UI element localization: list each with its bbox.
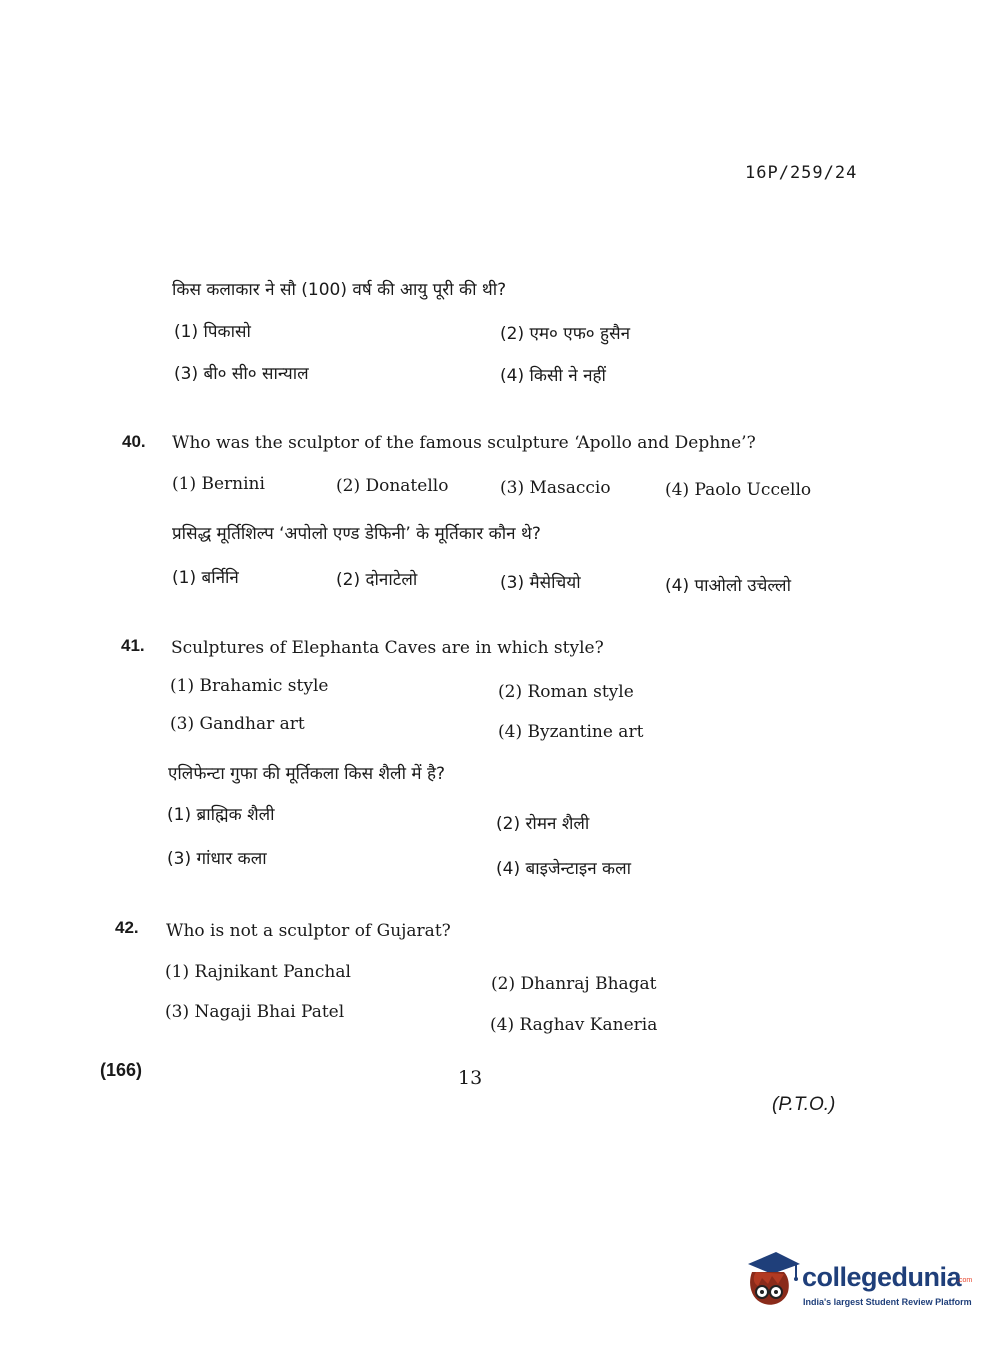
q41-option-1-english: (1) Brahamic style <box>170 676 329 696</box>
brand-tagline: India's largest Student Review Platform <box>803 1297 972 1307</box>
set-code: (166) <box>100 1060 143 1080</box>
q41-text-english: Sculptures of Elephanta Caves are in which style? <box>171 638 604 658</box>
q40-option-3-hindi: (3) मैसेचियो <box>500 573 581 593</box>
q41-option-4-english: (4) Byzantine art <box>498 722 644 742</box>
q40-option-1-hindi: (1) बर्निनि <box>172 568 239 588</box>
q40-option-2-english: (2) Donatello <box>336 476 449 496</box>
q41-option-3-hindi: (3) गांधार कला <box>167 849 267 869</box>
q39-option-3-hindi: (3) बी० सी० सान्याल <box>174 364 309 384</box>
collegedunia-mascot-icon <box>742 1248 802 1310</box>
q42-number: 42. <box>115 918 139 937</box>
paper-code: 16P/259/24 <box>745 163 858 183</box>
q40-text-hindi: प्रसिद्ध मूर्तिशिल्प ‘अपोलो एण्ड डेफिनी’ के मूर्तिकार कौन थे? <box>172 524 541 544</box>
q42-option-2-english: (2) Dhanraj Bhagat <box>491 974 657 994</box>
q41-option-4-hindi: (4) बाइजेन्टाइन कला <box>496 859 632 879</box>
q39-option-1-hindi: (1) पिकासो <box>174 322 251 342</box>
q40-option-2-hindi: (2) दोनाटेलो <box>336 570 418 590</box>
page-number: 13 <box>458 1067 483 1089</box>
q40-option-4-hindi: (4) पाओलो उचेल्लो <box>665 576 791 596</box>
q40-number: 40. <box>122 432 146 451</box>
brand-logo-text: collegedunia <box>802 1262 962 1292</box>
q39-option-2-hindi: (2) एम० एफ० हुसैन <box>500 324 631 344</box>
q39-option-4-hindi: (4) किसी ने नहीं <box>500 366 606 386</box>
q41-number: 41. <box>121 636 145 655</box>
q41-option-2-hindi: (2) रोमन शैली <box>496 814 590 834</box>
q40-option-3-english: (3) Masaccio <box>500 478 611 498</box>
q41-text-hindi: एलिफेन्टा गुफा की मूर्तिकला किस शैली में है? <box>168 764 446 784</box>
q42-text-english: Who is not a sculptor of Gujarat? <box>166 921 451 941</box>
q42-option-1-english: (1) Rajnikant Panchal <box>165 962 351 982</box>
q40-text-english: Who was the sculptor of the famous sculpture ‘Apollo and Dephne’? <box>172 433 756 453</box>
q42-option-3-english: (3) Nagaji Bhai Patel <box>165 1002 345 1022</box>
brand-domain: .com <box>957 1277 973 1284</box>
q41-option-2-english: (2) Roman style <box>498 682 634 702</box>
q41-option-3-english: (3) Gandhar art <box>170 714 305 734</box>
q42-option-4-english: (4) Raghav Kaneria <box>490 1015 658 1035</box>
q40-option-1-english: (1) Bernini <box>172 474 265 494</box>
pto-note: (P.T.O.) <box>772 1094 836 1115</box>
q39-text-hindi: किस कलाकार ने सौ (100) वर्ष की आयु पूरी की थी? <box>172 280 507 300</box>
q40-option-4-english: (4) Paolo Uccello <box>665 480 812 500</box>
q41-option-1-hindi: (1) ब्राह्मिक शैली <box>167 805 275 825</box>
